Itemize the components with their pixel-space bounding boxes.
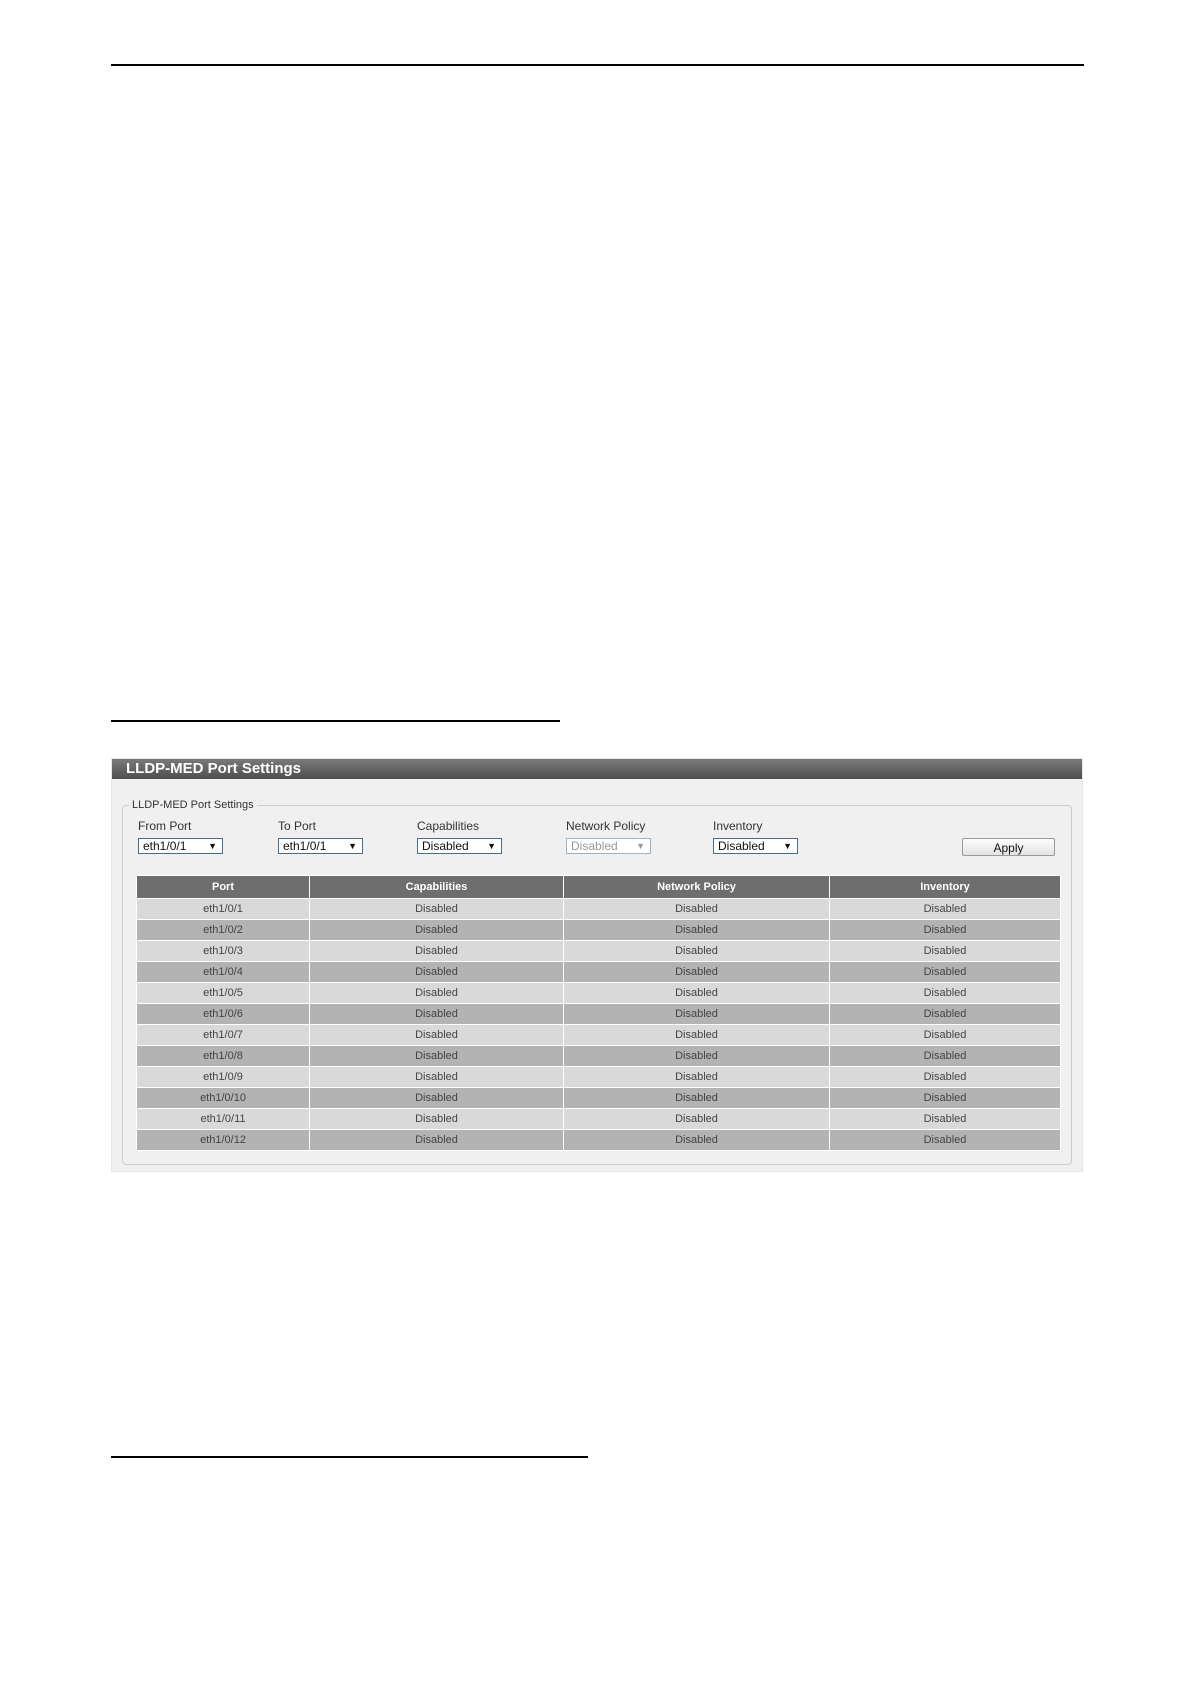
capabilities-cell: Disabled — [310, 1109, 564, 1130]
table-row — [137, 1088, 1061, 1109]
table-row — [137, 1004, 1061, 1025]
from-port-select[interactable] — [138, 838, 223, 854]
column-header-network-policy: Network Policy — [564, 876, 830, 899]
chevron-down-icon: ▼ — [636, 841, 645, 851]
port-cell: eth1/0/9 — [137, 1067, 310, 1088]
port-cell: eth1/0/7 — [137, 1025, 310, 1046]
from-port-label: From Port — [138, 819, 192, 833]
inventory-select[interactable] — [713, 838, 798, 854]
capabilities-cell: Disabled — [310, 983, 564, 1004]
network-policy-value: Disabled — [571, 839, 618, 853]
page-header-rule — [111, 64, 1084, 66]
inventory-cell: Disabled — [830, 1130, 1061, 1151]
to-port-label: To Port — [278, 819, 317, 833]
column-header-inventory: Inventory — [830, 876, 1061, 899]
table-row — [137, 1130, 1061, 1151]
column-header-capabilities: Capabilities — [310, 876, 564, 899]
capabilities-cell: Disabled — [310, 1067, 564, 1088]
inventory-cell: Disabled — [830, 1088, 1061, 1109]
to-port-value: eth1/0/1 — [283, 839, 327, 853]
inventory-cell: Disabled — [830, 920, 1061, 941]
group-legend: LLDP-MED Port Settings — [132, 799, 254, 811]
lldp-med-port-table — [136, 875, 1061, 1151]
chevron-down-icon: ▼ — [783, 841, 792, 851]
network-policy-label: Network Policy — [566, 819, 646, 833]
network-policy-cell: Disabled — [564, 1130, 830, 1151]
table-row — [137, 899, 1061, 920]
section-rule — [111, 1456, 588, 1458]
network-policy-cell: Disabled — [564, 962, 830, 983]
network-policy-cell: Disabled — [564, 1046, 830, 1067]
capabilities-cell: Disabled — [310, 962, 564, 983]
port-cell: eth1/0/10 — [137, 1088, 310, 1109]
table-row — [137, 920, 1061, 941]
inventory-cell: Disabled — [830, 1046, 1061, 1067]
chevron-down-icon: ▼ — [208, 841, 217, 851]
inventory-cell: Disabled — [830, 1004, 1061, 1025]
table-row — [137, 1046, 1061, 1067]
capabilities-value: Disabled — [422, 839, 469, 853]
inventory-cell: Disabled — [830, 941, 1061, 962]
inventory-label: Inventory — [713, 819, 763, 833]
inventory-value: Disabled — [718, 839, 765, 853]
table-row — [137, 1109, 1061, 1130]
capabilities-label: Capabilities — [417, 819, 480, 833]
network-policy-cell: Disabled — [564, 1025, 830, 1046]
table-row — [137, 962, 1061, 983]
capabilities-cell: Disabled — [310, 941, 564, 962]
column-header-port: Port — [137, 876, 310, 899]
capabilities-cell: Disabled — [310, 920, 564, 941]
to-port-select[interactable] — [278, 838, 363, 854]
port-cell: eth1/0/4 — [137, 962, 310, 983]
table-row — [137, 941, 1061, 962]
port-cell: eth1/0/6 — [137, 1004, 310, 1025]
section-rule — [111, 720, 560, 722]
network-policy-cell: Disabled — [564, 1109, 830, 1130]
capabilities-cell: Disabled — [310, 1046, 564, 1067]
capabilities-select[interactable] — [417, 838, 502, 854]
inventory-cell: Disabled — [830, 983, 1061, 1004]
inventory-cell: Disabled — [830, 1025, 1061, 1046]
capabilities-cell: Disabled — [310, 1088, 564, 1109]
port-cell: eth1/0/1 — [137, 899, 310, 920]
port-cell: eth1/0/12 — [137, 1130, 310, 1151]
table-row — [137, 1067, 1061, 1088]
network-policy-cell: Disabled — [564, 1088, 830, 1109]
network-policy-cell: Disabled — [564, 941, 830, 962]
from-port-value: eth1/0/1 — [143, 839, 187, 853]
network-policy-select — [566, 838, 651, 854]
network-policy-cell: Disabled — [564, 899, 830, 920]
capabilities-cell: Disabled — [310, 1004, 564, 1025]
port-cell: eth1/0/5 — [137, 983, 310, 1004]
capabilities-cell: Disabled — [310, 1025, 564, 1046]
apply-button[interactable]: Apply — [962, 838, 1055, 856]
panel-title: LLDP-MED Port Settings — [112, 759, 1082, 779]
capabilities-cell: Disabled — [310, 1130, 564, 1151]
port-cell: eth1/0/3 — [137, 941, 310, 962]
inventory-cell: Disabled — [830, 899, 1061, 920]
table-row — [137, 983, 1061, 1004]
network-policy-cell: Disabled — [564, 1067, 830, 1088]
table-row — [137, 1025, 1061, 1046]
port-cell: eth1/0/11 — [137, 1109, 310, 1130]
capabilities-cell: Disabled — [310, 899, 564, 920]
port-cell: eth1/0/8 — [137, 1046, 310, 1067]
port-cell: eth1/0/2 — [137, 920, 310, 941]
network-policy-cell: Disabled — [564, 983, 830, 1004]
network-policy-cell: Disabled — [564, 1004, 830, 1025]
chevron-down-icon: ▼ — [348, 841, 357, 851]
inventory-cell: Disabled — [830, 1067, 1061, 1088]
lldp-med-port-settings-panel — [111, 758, 1083, 1172]
network-policy-cell: Disabled — [564, 920, 830, 941]
table-header-row — [137, 876, 1061, 899]
chevron-down-icon: ▼ — [487, 841, 496, 851]
inventory-cell: Disabled — [830, 1109, 1061, 1130]
inventory-cell: Disabled — [830, 962, 1061, 983]
